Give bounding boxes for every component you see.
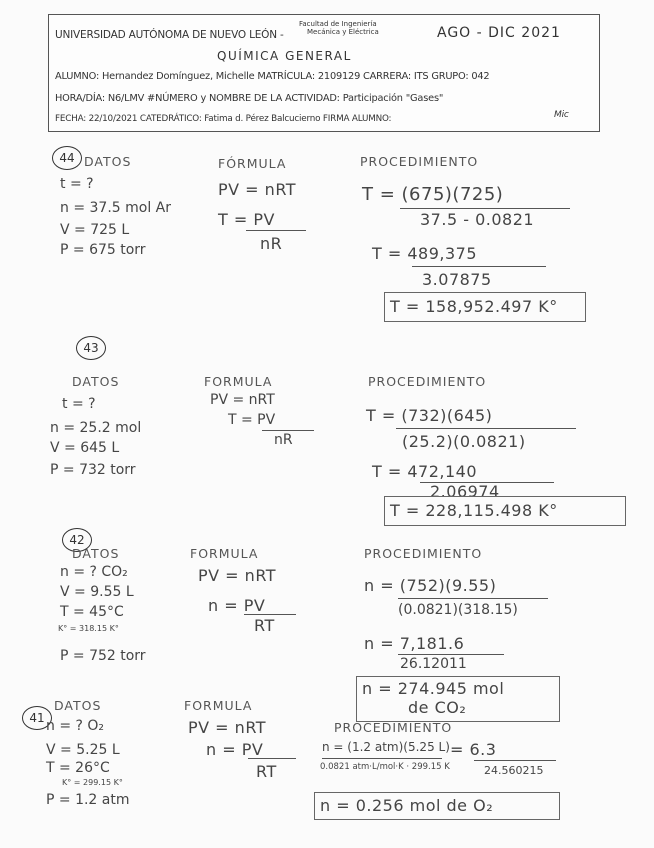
fraction-bar [398,654,504,655]
formula: PV = nRT [198,566,277,585]
dato: P = 675 torr [60,242,146,258]
header-box [48,14,600,132]
problem-number-44: 44 [52,146,82,170]
dato: t = ? [62,396,96,412]
formula-title: FORMULA [184,698,253,713]
dato: T = 45°C [60,604,124,620]
fraction-bar [398,598,548,599]
fraction-bar [262,430,314,431]
dato: n = ? CO₂ [60,564,128,580]
formula: n = PV [208,596,266,615]
datos-title: DATOS [72,374,120,389]
problem-number-43: 43 [76,336,106,360]
formula: RT [254,616,275,635]
formula-title: FORMULA [190,546,259,561]
university-name: UNIVERSIDAD AUTÓNOMA DE NUEVO LEÓN - [55,29,284,41]
student-line: ALUMNO: Hernandez Domínguez, Michelle MATRÍCULA: 2109129 CARRERA: ITS GRUPO: 042 [55,71,490,82]
step: 24.560215 [484,764,544,777]
dato: n = 25.2 mol [50,420,142,436]
step: = 6.3 [450,740,497,759]
datos-title: DATOS [84,154,132,169]
step: 37.5 - 0.0821 [420,210,535,229]
datos-title: DATOS [72,546,120,561]
fraction-bar [412,266,546,267]
dato: V = 5.25 L [46,742,120,758]
step: T = 489,375 [372,244,478,263]
procedimiento-title: PROCEDIMIENTO [360,154,479,169]
step: 26.12011 [400,656,467,672]
dato: n = ? O₂ [46,718,105,734]
fraction-bar [248,758,296,759]
step: n = (1.2 atm)(5.25 L) [322,740,450,754]
step: (0.0821)(318.15) [398,602,518,618]
procedimiento-title: PROCEDIMIENTO [364,546,483,561]
step: 3.07875 [422,270,492,289]
step: 0.0821 atm·L/mol·K · 299.15 K [320,762,450,772]
procedimiento-title: PROCEDIMIENTO [334,720,453,735]
procedimiento-title: PROCEDIMIENTO [368,374,487,389]
dato: t = ? [60,176,94,192]
result-unit: de CO₂ [408,698,467,717]
faculty-line-1: Facultad de Ingeniería [299,20,377,28]
fraction-bar [322,758,442,759]
step: T = (675)(725) [362,184,504,205]
step: 2.06974 [430,482,500,501]
fraction-bar [246,230,306,231]
dato: P = 752 torr [60,648,146,664]
dato: V = 725 L [60,222,130,238]
datos-title: DATOS [54,698,102,713]
faculty-line-2: Mecánica y Eléctrica [307,28,379,36]
student-signature: Mic [554,110,569,120]
result: T = 228,115.498 K° [390,501,558,520]
fraction-bar [400,208,570,209]
formula: T = PV [228,412,276,428]
dato: n = 37.5 mol Ar [60,200,172,216]
formula: PV = nRT [218,180,297,199]
date-line: FECHA: 22/10/2021 CATEDRÁTICO: Fatima d. Pérez Balcucierno FIRMA ALUMNO: [55,114,392,124]
formula: PV = nRT [210,392,275,408]
formula: nR [260,234,283,253]
formula-title: FORMULA [204,374,273,389]
dato: K° = 318.15 K° [58,624,119,633]
step: n = (752)(9.55) [364,576,497,595]
result: T = 158,952.497 K° [390,297,558,316]
fraction-bar [244,614,296,615]
problem-number-42: 42 [62,528,92,552]
course-name: QUÍMICA GENERAL [217,49,352,63]
step: n = 7,181.6 [364,634,465,653]
step: T = 472,140 [372,462,478,481]
dato: P = 732 torr [50,462,136,478]
dato: T = 26°C [46,760,110,776]
dato: P = 1.2 atm [46,792,130,808]
dato: V = 9.55 L [60,584,134,600]
result: n = 274.945 mol [362,679,505,698]
formula: nR [274,432,293,448]
fraction-bar [396,428,576,429]
formula: PV = nRT [188,718,267,737]
result: n = 0.256 mol de O₂ [320,796,494,815]
formula: T = PV [218,210,275,229]
schedule-line: HORA/DÍA: N6/LMV #NÚMERO y NOMBRE DE LA ACTIVIDAD: Participación "Gases" [55,93,444,104]
problem-number-41: 41 [22,706,52,730]
formula-title: FÓRMULA [218,156,287,171]
step: T = (732)(645) [366,406,493,425]
dato: V = 645 L [50,440,120,456]
step: (25.2)(0.0821) [402,432,526,451]
period: AGO - DIC 2021 [437,25,561,41]
formula: n = PV [206,740,264,759]
formula: RT [256,762,277,781]
fraction-bar [474,760,556,761]
dato: K° = 299.15 K° [62,778,123,787]
